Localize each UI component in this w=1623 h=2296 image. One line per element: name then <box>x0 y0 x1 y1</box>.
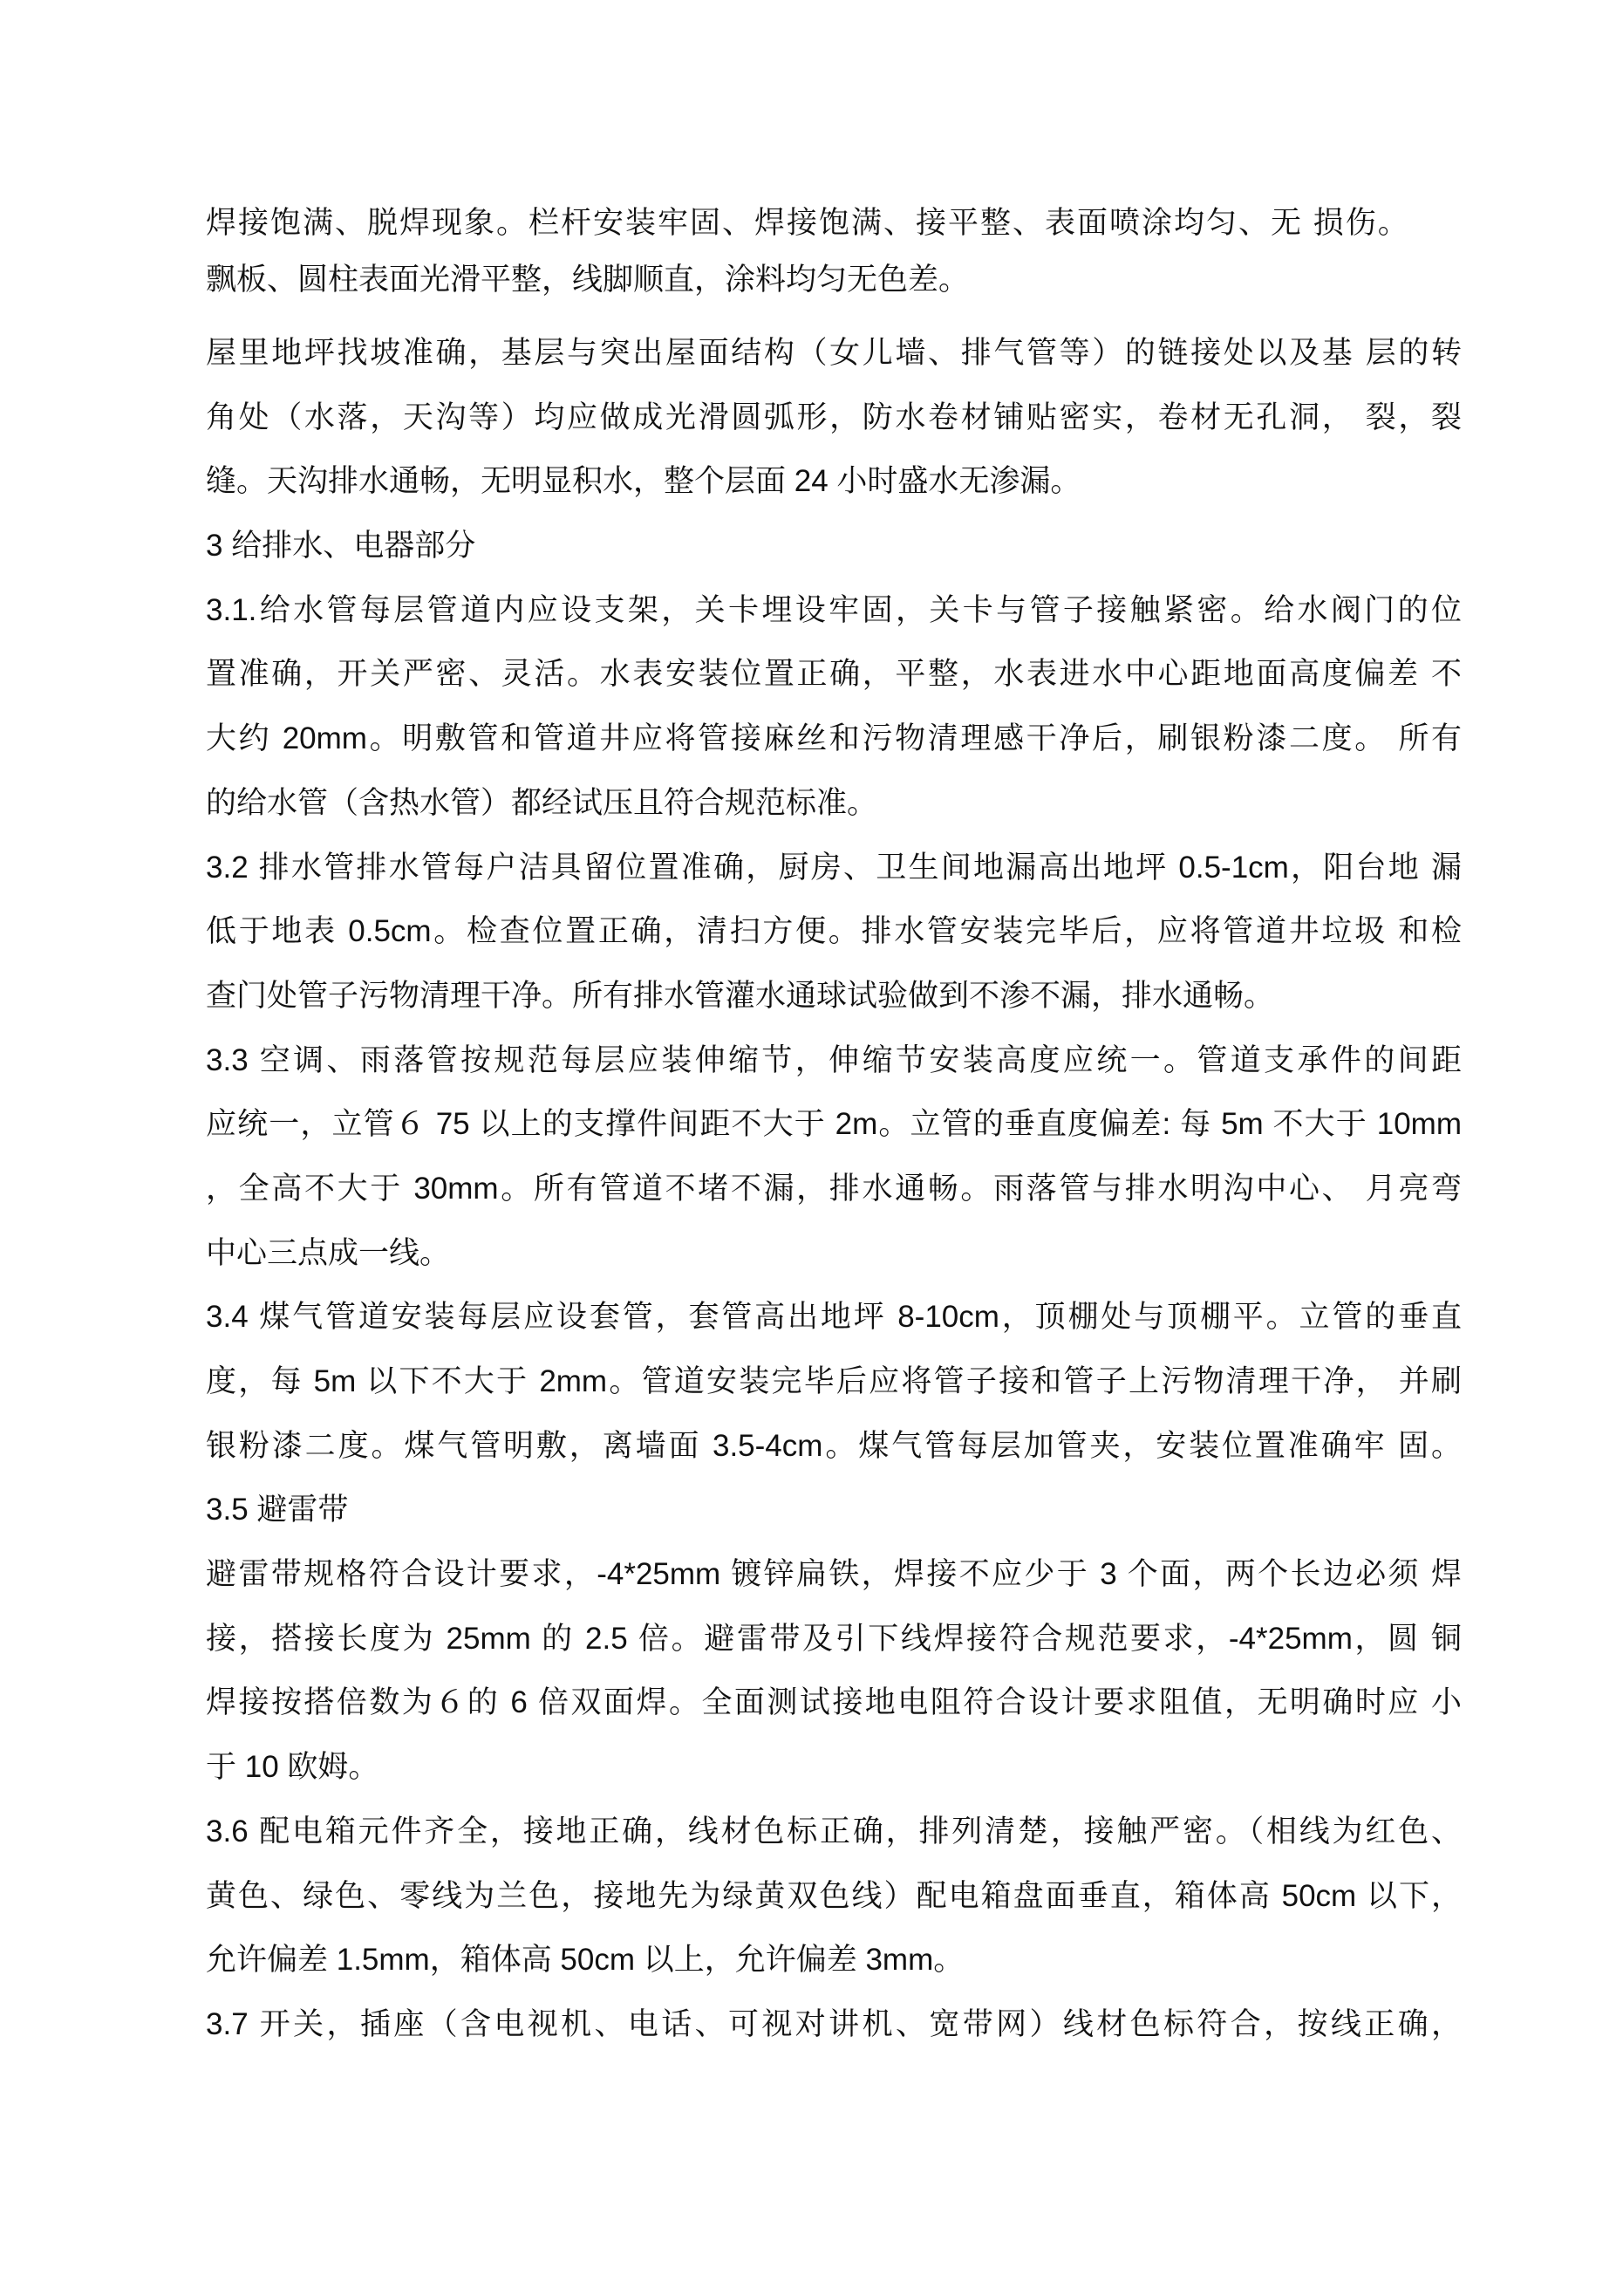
text-line: 3.3 空调、雨落管按规范每层应装伸缩节，伸缩节安装高度应统一。管道支承件的间距 <box>206 1042 1462 1077</box>
text-line: 3.7 开关，插座（含电视机、电话、可视对讲机、宽带网）线材色标符合，按线正确， <box>206 2006 1462 2041</box>
text-line: 银粉漆二度。煤气管明敷，离墙面 3.5-4cm。煤气管每层加管夹，安装位置准确牢 固。 <box>206 1428 1462 1463</box>
text-line: 黄色、绿色、零线为兰色，接地先为绿黄双色线）配电箱盘面垂直，箱体高 50cm 以下， <box>206 1878 1462 1913</box>
text-line: 3.6 配电箱元件齐全，接地正确，线材色标正确，排列清楚，接触严密。（相线为红色、 <box>206 1814 1462 1848</box>
text-line: 中心三点成一线。 <box>206 1235 451 1270</box>
text-line: 缝。天沟排水通畅，无明显积水，整个层面 24 小时盛水无渗漏。 <box>206 464 1081 499</box>
text-line: 应统一，立管６ 75 以上的支撑件间距不大于 2m。立管的垂直度偏差: 每 5m 不大于 10mm <box>206 1107 1462 1142</box>
text-line: 避雷带规格符合设计要求，-4*25mm 镀锌扁铁，焊接不应少于 3 个面，两个长边必须 焊 <box>206 1557 1462 1592</box>
section-heading: 3 给排水、电器部分 <box>206 529 476 564</box>
text-line: 低于地表 0.5cm。检查位置正确，清扫方便。排水管安装完毕后，应将管道井垃圾 和检 <box>206 914 1462 949</box>
text-line: 的给水管（含热水管）都经试压且符合规范标准。 <box>206 785 878 820</box>
text-line: 3.2 排水管排水管每户洁具留位置准确，厨房、卫生间地漏高出地坪 0.5-1cm，阳台地 漏 <box>206 850 1462 885</box>
text-line: 3.4 煤气管道安装每层应设套管，套管高出地坪 8-10cm，顶棚处与顶棚平。立管的垂直 <box>206 1300 1462 1335</box>
text-line: 查门处管子污物清理干净。所有排水管灌水通球试验做到不渗不漏，排水通畅。 <box>206 978 1275 1013</box>
text-line: 置准确，开关严密、灵活。水表安装位置正确，平整，水表进水中心距地面高度偏差 不 <box>206 657 1462 692</box>
text-line: 大约 20mm。明敷管和管道井应将管接麻丝和污物清理感干净后，刷银粉漆二度。 所有 <box>206 721 1462 756</box>
text-line: 焊接饱满、脱焊现象。栏杆安装牢固、焊接饱满、接平整、表面喷涂均匀、无 损伤。 <box>206 206 1410 240</box>
text-line: 3.1.给水管每层管道内应设支架，关卡埋设牢固，关卡与管子接触紧密。给水阀门的位 <box>206 592 1462 627</box>
text-line: 于 10 欧姆。 <box>206 1750 379 1785</box>
text-line: 飘板、圆柱表面光滑平整，线脚顺直，涂料均匀无色差。 <box>206 263 970 297</box>
text-line: 屋里地坪找坡准确，基层与突出屋面结构（女儿墙、排气管等）的链接处以及基 层的转 <box>206 336 1462 370</box>
text-line: 角处（水落，天沟等）均应做成光滑圆弧形，防水卷材铺贴密实，卷材无孔洞， 裂，裂 <box>206 400 1462 434</box>
text-line: 允许偏差 1.5mm，箱体高 50cm 以上，允许偏差 3mm。 <box>206 1943 965 1978</box>
text-line: 接，搭接长度为 25mm 的 2.5 倍。避雷带及引下线焊接符合规范要求，-4*25mm，圆 铜 <box>206 1621 1462 1656</box>
section-heading: 3.5 避雷带 <box>206 1493 349 1527</box>
text-line: 焊接按搭倍数为６的 6 倍双面焊。全面测试接地电阻符合设计要求阻值，无明确时应 小 <box>206 1685 1462 1720</box>
text-line: ，全高不大于 30mm。所有管道不堵不漏，排水通畅。雨落管与排水明沟中心、 月亮弯 <box>206 1171 1462 1206</box>
text-line: 度，每 5m 以下不大于 2mm。管道安装完毕后应将管子接和管子上污物清理干净， 并刷 <box>206 1364 1462 1398</box>
document-page <box>206 193 1462 2057</box>
